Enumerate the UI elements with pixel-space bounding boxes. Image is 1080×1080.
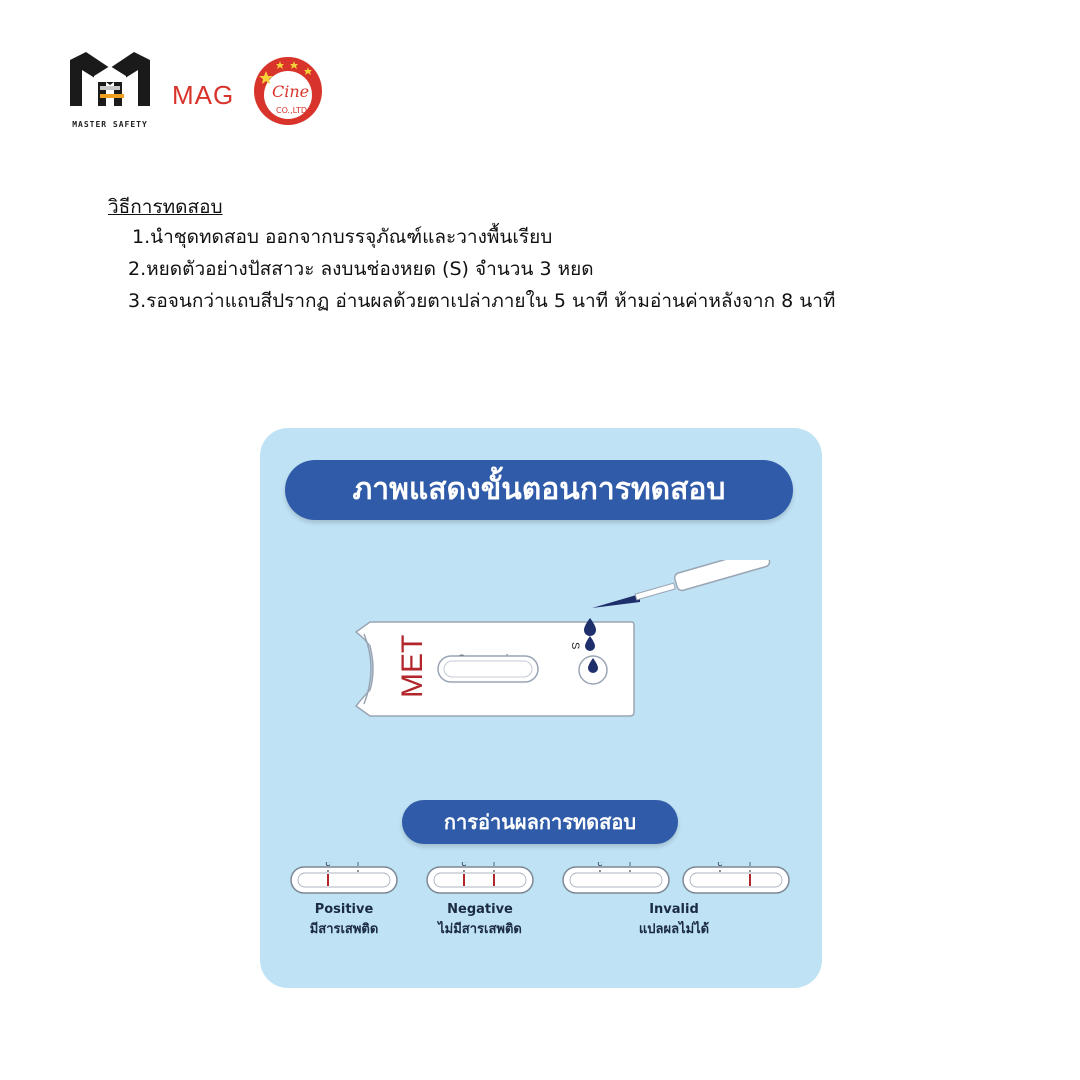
strip-test-mark: T (491, 862, 497, 868)
result-en: Invalid (649, 902, 699, 917)
strip-test-mark: T (627, 862, 633, 868)
result-strip (426, 862, 534, 898)
pipette-icon (592, 560, 771, 608)
result-en: Positive (314, 902, 374, 917)
instructions-title: วิธีการทดสอบ (108, 196, 223, 218)
instruction-step: 2.หยดตัวอย่างปัสสาวะ ลงบนช่องหยด (S) จำนวน 3 หยด (128, 258, 594, 280)
result-th: ไม่มีสารเสพติด (438, 922, 522, 937)
result-strip (682, 862, 790, 898)
result-strip (562, 862, 670, 898)
result-label-invalid (604, 900, 744, 940)
strip-control-mark: C (325, 862, 331, 868)
instruction-step: 1.นำชุดทดสอบ ออกจากบรรจุภัณฑ์และวางพื้นเรียบ (132, 226, 553, 248)
result-th: มีสารเสพติด (309, 922, 379, 937)
master-safety-logo (66, 50, 154, 110)
procedure-header: ภาพแสดงขั้นตอนการทดสอบ (285, 460, 793, 520)
result-label-negative (418, 900, 542, 940)
magicine-seal-co: CO.,LTD. (276, 106, 310, 115)
master-safety-text: MASTER SAFETY (72, 120, 148, 129)
result-en: Negative (447, 902, 513, 917)
instruction-step: 3.รอจนกว่าแถบสีปรากฏ อ่านผลด้วยตาเปล่าภายใน 5 นาที ห้ามอ่านค่าหลังจาก 8 นาที (128, 290, 836, 312)
strip-control-mark: C (717, 862, 723, 868)
magicine-seal-logo (252, 55, 324, 127)
magicine-seal-text: Cine (272, 82, 310, 101)
cassette-brand-label: MET (396, 634, 429, 698)
results-header: การอ่านผลการทดสอบ (402, 800, 678, 844)
test-cassette-illustration (340, 560, 780, 730)
strip-control-mark: C (461, 862, 467, 868)
strip-test-mark: T (747, 862, 753, 868)
result-th: แปลผลไม่ได้ (638, 922, 710, 937)
strip-control-mark: C (597, 862, 603, 868)
strip-test-mark: T (355, 862, 361, 868)
result-label-positive (284, 900, 404, 940)
result-strip (290, 862, 398, 898)
sample-mark: S (569, 642, 581, 650)
drop-icon (584, 618, 596, 636)
result-window (438, 656, 538, 682)
magicine-wordmark: MAG (172, 80, 235, 110)
